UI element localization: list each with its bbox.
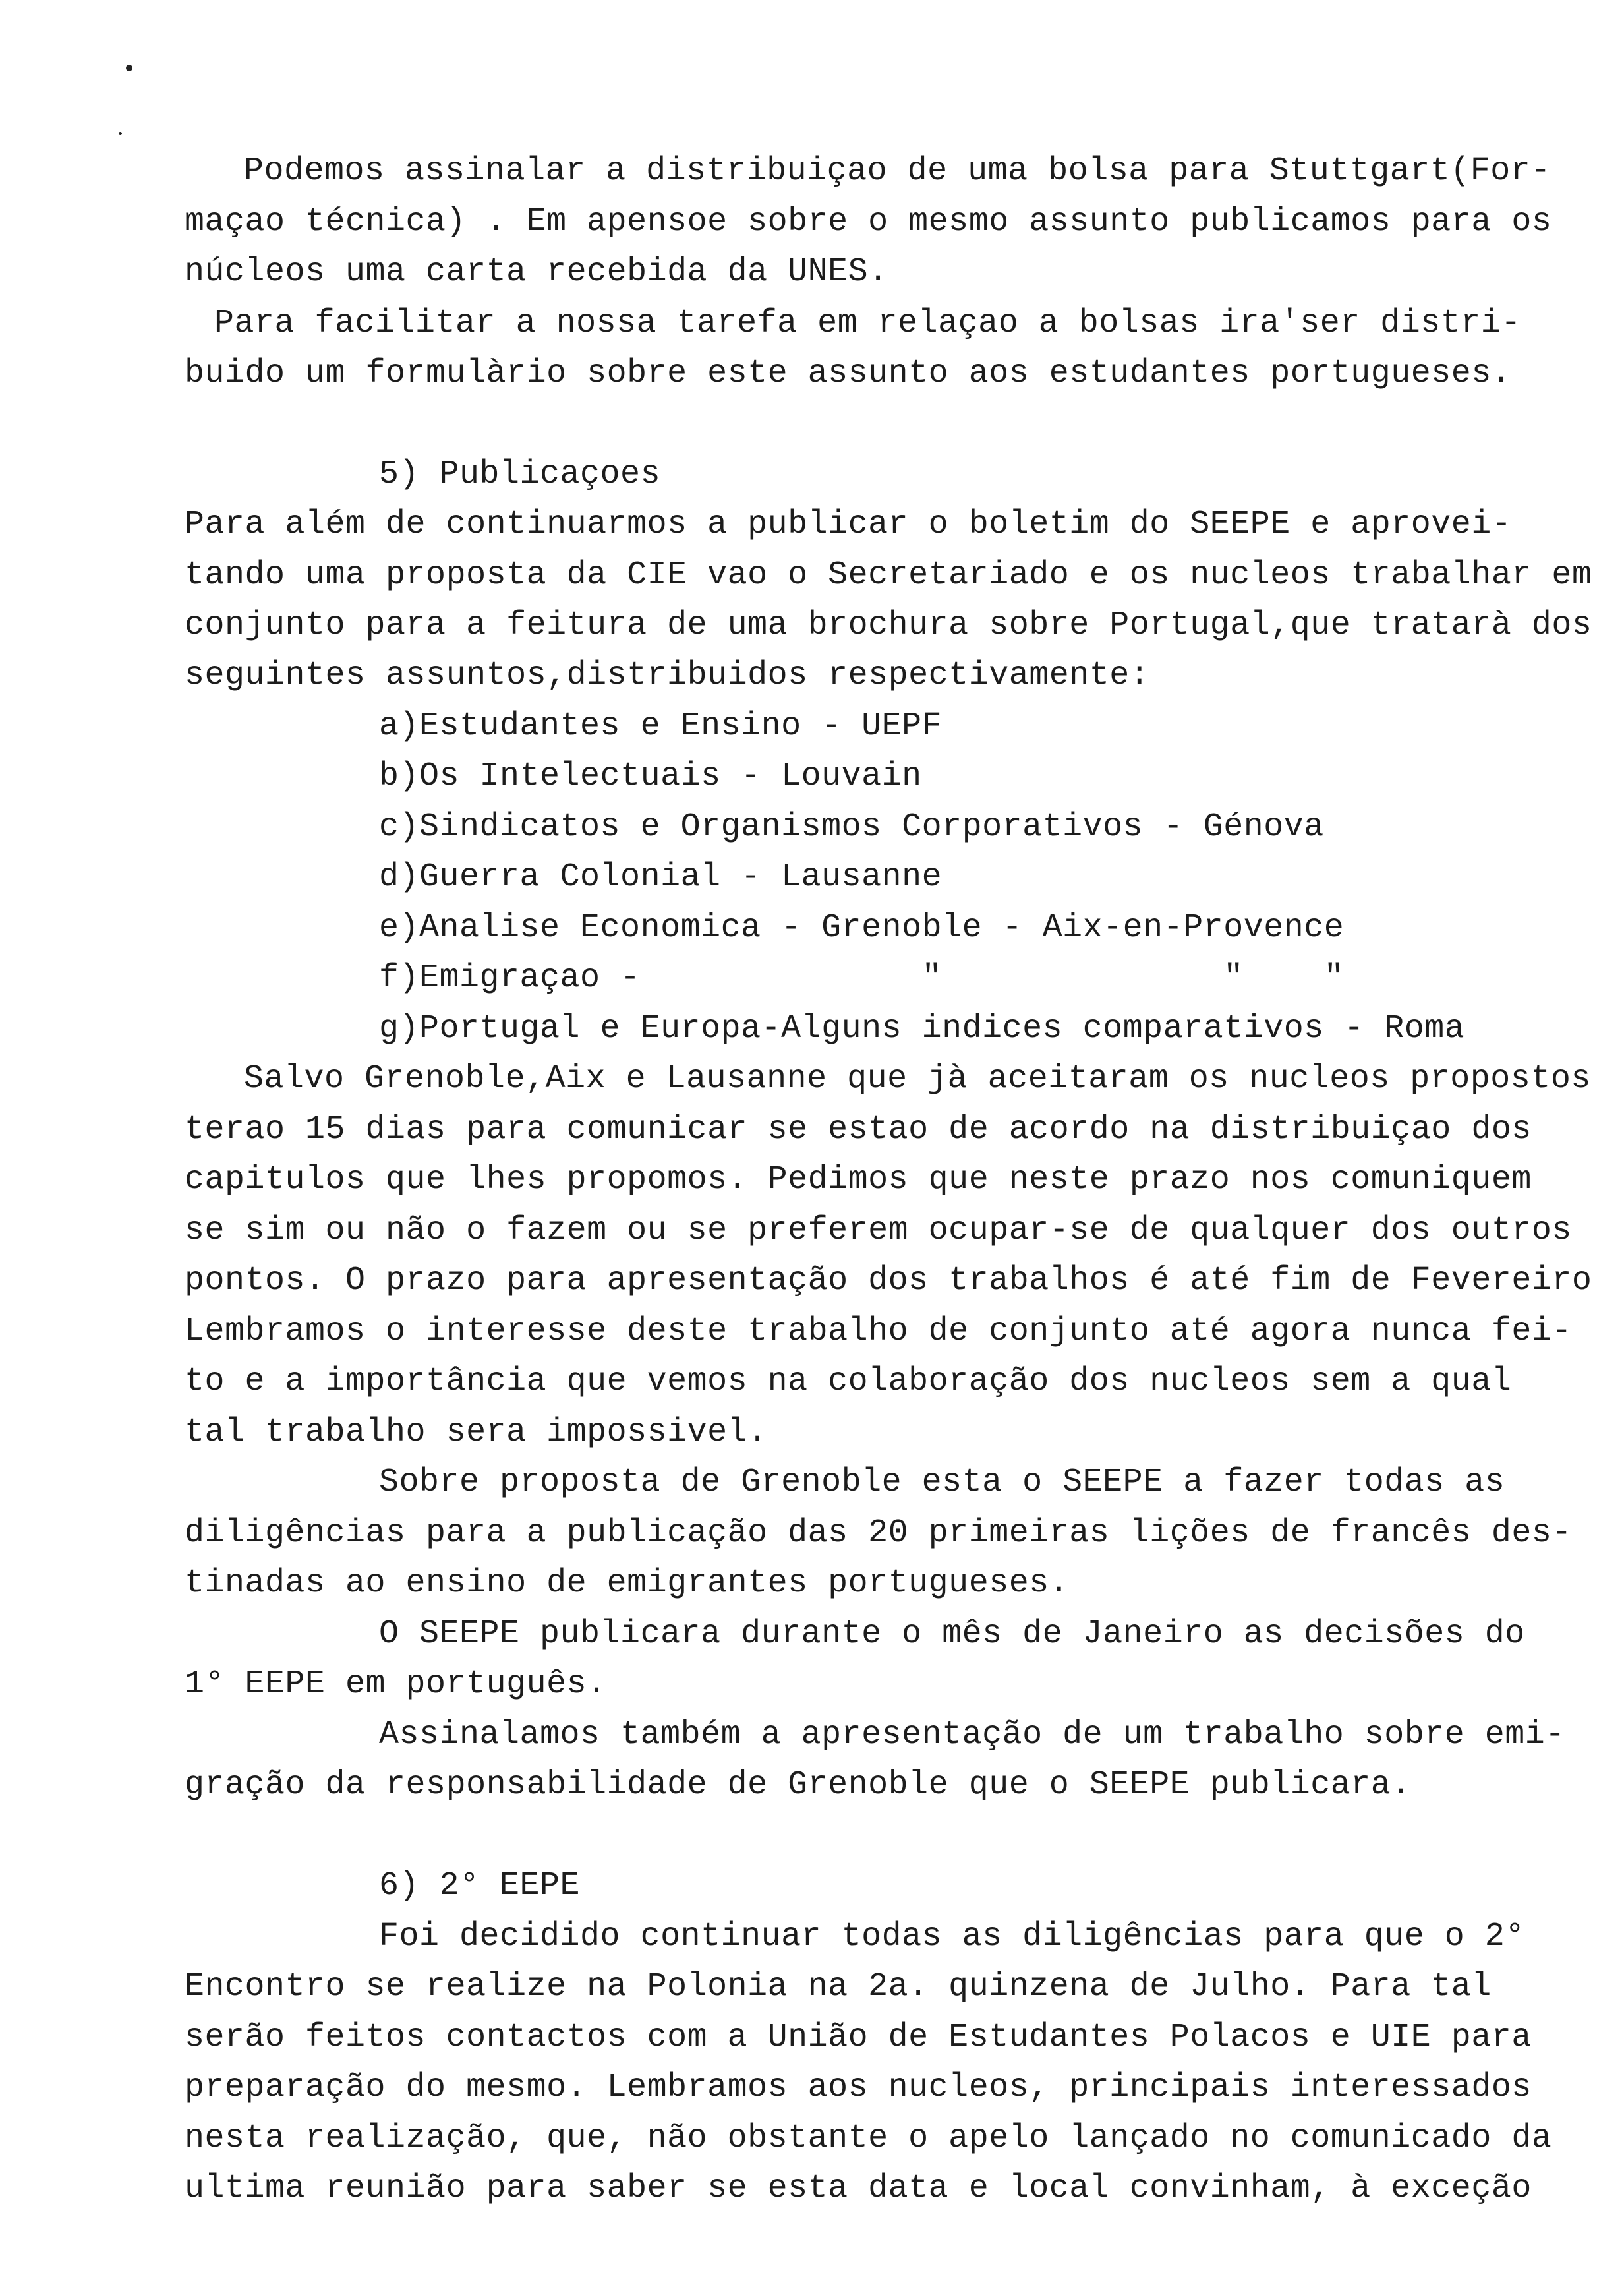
section-heading: 6) 2° EEPE: [379, 1867, 581, 1905]
text-line: diligências para a publicação das 20 primeiras lições de francês des-: [185, 1514, 1572, 1552]
text-line: tando uma proposta da CIE vao o Secretariado e os nucleos trabalhar em: [185, 556, 1592, 594]
text-line: tinadas ao ensino de emigrantes portugueses.: [185, 1564, 1070, 1602]
margin-tick: [119, 132, 122, 135]
text-line: Assinalamos também a apresentação de um trabalho sobre emi-: [379, 1716, 1565, 1754]
text-line: nesta realização, que, não obstante o apelo lançado no comunicado da: [185, 2120, 1552, 2157]
text-line: preparação do mesmo. Lembramos aos nucleos, principais interessados: [185, 2069, 1532, 2106]
list-item: f)Emigraçao - " " ": [379, 959, 1345, 997]
text-line: maçao técnica) . Em apensoe sobre o mesmo assunto publicamos para os: [185, 203, 1552, 241]
text-line: núcleos uma carta recebida da UNES.: [185, 253, 888, 291]
text-line: ultima reunião para saber se esta data e local convinham, à exceção: [185, 2170, 1532, 2207]
text-line: terao 15 dias para comunicar se estao de acordo na distribuiçao dos: [185, 1111, 1532, 1148]
text-line: Lembramos o interesse deste trabalho de conjunto até agora nunca fei-: [185, 1313, 1572, 1350]
text-line: capitulos que lhes propomos. Pedimos que neste prazo nos comuniquem: [185, 1161, 1532, 1199]
text-line: se sim ou não o fazem ou se preferem ocupar-se de qualquer dos outros: [185, 1212, 1572, 1249]
list-item: e)Analise Economica - Grenoble - Aix-en-Provence: [379, 909, 1345, 947]
text-line: Foi decidido continuar todas as diligências para que o 2°: [379, 1918, 1525, 1955]
text-line: buido um formulàrio sobre este assunto aos estudantes portugueses.: [185, 355, 1512, 392]
text-line: Encontro se realize na Polonia na 2a. quinzena de Julho. Para tal: [185, 1968, 1492, 2006]
list-item: a)Estudantes e Ensino - UEPF: [379, 707, 942, 745]
text-line: Sobre proposta de Grenoble esta o SEEPE a fazer todas as: [379, 1464, 1505, 1501]
margin-dot: [126, 65, 132, 71]
text-line: Salvo Grenoble,Aix e Lausanne que jà aceitaram os nucleos propostos: [244, 1060, 1591, 1098]
text-line: tal trabalho sera impossivel.: [185, 1413, 768, 1451]
list-item: g)Portugal e Europa-Alguns indices comparativos - Roma: [379, 1010, 1465, 1048]
list-item: d)Guerra Colonial - Lausanne: [379, 858, 942, 896]
text-line: conjunto para a feitura de uma brochura sobre Portugal,que tratarà dos: [185, 607, 1592, 644]
text-line: seguintes assuntos,distribuidos respectivamente:: [185, 657, 1150, 694]
text-line: Podemos assinalar a distribuiçao de uma bolsa para Stuttgart(For-: [244, 152, 1551, 190]
list-item: b)Os Intelectuais - Louvain: [379, 758, 922, 795]
text-line: to e a importância que vemos na colaboração dos nucleos sem a qual: [185, 1363, 1512, 1400]
text-line: serão feitos contactos com a União de Estudantes Polacos e UIE para: [185, 2019, 1532, 2056]
list-item: c)Sindicatos e Organismos Corporativos - Génova: [379, 808, 1324, 846]
text-line: pontos. O prazo para apresentação dos trabalhos é até fim de Fevereiro: [185, 1262, 1592, 1299]
section-heading: 5) Publicaçoes: [379, 456, 661, 493]
text-line: gração da responsabilidade de Grenoble que o SEEPE publicara.: [185, 1766, 1411, 1804]
text-line: O SEEPE publicara durante o mês de Janeiro as decisões do: [379, 1615, 1525, 1653]
text-line: Para facilitar a nossa tarefa em relaçao a bolsas ira'ser distri-: [214, 305, 1521, 342]
text-line: 1° EEPE em português.: [185, 1665, 607, 1703]
text-line: Para além de continuarmos a publicar o boletim do SEEPE e aprovei-: [185, 506, 1512, 543]
